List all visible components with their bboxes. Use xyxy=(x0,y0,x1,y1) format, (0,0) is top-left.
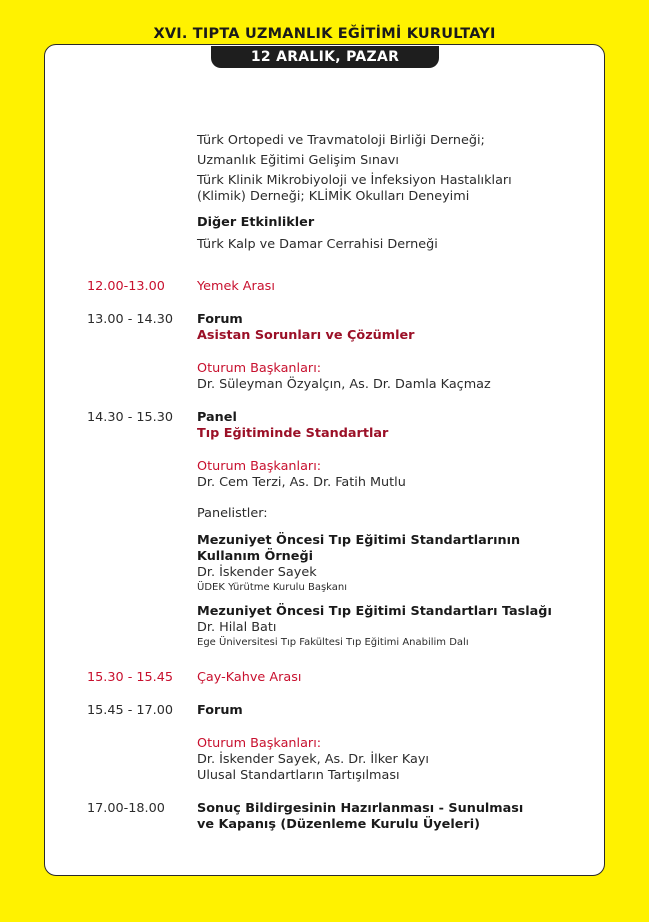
chairs-label: Oturum Başkanları: xyxy=(197,361,322,376)
chairs-label: Oturum Başkanları: xyxy=(197,459,322,474)
closing-session xyxy=(197,801,523,833)
panelists-label: Panelistler: xyxy=(197,506,268,521)
session-title: Asistan Sorunları ve Çözümler xyxy=(197,328,415,343)
chairs: Dr. İskender Sayek, As. Dr. İlker Kayı xyxy=(197,752,429,767)
session-time: 15.30 - 15.45 xyxy=(87,670,174,685)
talk-affiliation: ÜDEK Yürütme Kurulu Başkanı xyxy=(197,582,348,593)
talk-speaker: Dr. Hilal Batı xyxy=(197,620,277,635)
talk-speaker: Dr. İskender Sayek xyxy=(197,565,317,580)
session-type: Forum xyxy=(197,703,243,718)
session-type: Forum xyxy=(197,312,243,327)
session-type: Panel xyxy=(197,410,237,425)
session-topic: Ulusal Standartların Tartışılması xyxy=(197,768,400,783)
session-title: Tıp Eğitiminde Standartlar xyxy=(197,426,389,441)
date-tab: 12 ARALIK, PAZAR xyxy=(211,46,439,68)
session-title: Yemek Arası xyxy=(197,279,275,294)
session-time: 17.00-18.00 xyxy=(87,801,165,816)
session-time: 14.30 - 15.30 xyxy=(87,410,174,425)
other-events-line: Türk Kalp ve Damar Cerrahisi Derneği xyxy=(197,237,438,252)
session-time: 12.00-13.00 xyxy=(87,279,165,294)
panel-session xyxy=(197,410,552,649)
intro-line: (Klimik) Derneği; KLİMİK Okulları Deneyimi xyxy=(197,189,470,204)
session-time: 15.45 - 17.00 xyxy=(87,703,174,718)
chairs: Dr. Süleyman Özyalçın, As. Dr. Damla Kaçmaz xyxy=(197,377,491,392)
chairs: Dr. Cem Terzi, As. Dr. Fatih Mutlu xyxy=(197,475,406,490)
intro-line: Türk Ortopedi ve Travmatoloji Birliği Derneği; xyxy=(197,133,485,148)
talk-title: Kullanım Örneği xyxy=(197,549,314,564)
session-title: Sonuç Bildirgesinin Hazırlanması - Sunulması xyxy=(197,801,524,816)
chairs-label: Oturum Başkanları: xyxy=(197,736,322,751)
talk-affiliation: Ege Üniversitesi Tıp Fakültesi Tıp Eğitimi Anabilim Dalı xyxy=(197,637,469,648)
intro-line: Türk Klinik Mikrobiyoloji ve İnfeksiyon Hastalıkları xyxy=(197,173,512,188)
forum1-session xyxy=(197,312,491,393)
talk-title: Mezuniyet Öncesi Tıp Eğitimi Standartları Taslağı xyxy=(197,604,552,619)
session-title: ve Kapanış (Düzenleme Kurulu Üyeleri) xyxy=(197,817,480,832)
event-title: XVI. TIPTA UZMANLIK EĞİTİMİ KURULTAYI xyxy=(153,26,496,42)
session-title: Çay-Kahve Arası xyxy=(197,670,302,685)
other-events-heading: Diğer Etkinlikler xyxy=(197,215,315,230)
break-session xyxy=(197,670,301,686)
intro-block xyxy=(197,133,512,253)
forum2-session xyxy=(197,703,429,784)
session-time: 13.00 - 14.30 xyxy=(87,312,174,327)
intro-line: Uzmanlık Eğitimi Gelişim Sınavı xyxy=(197,153,399,168)
talk-title: Mezuniyet Öncesi Tıp Eğitimi Standartlarının xyxy=(197,533,521,548)
lunch-session xyxy=(197,279,275,295)
